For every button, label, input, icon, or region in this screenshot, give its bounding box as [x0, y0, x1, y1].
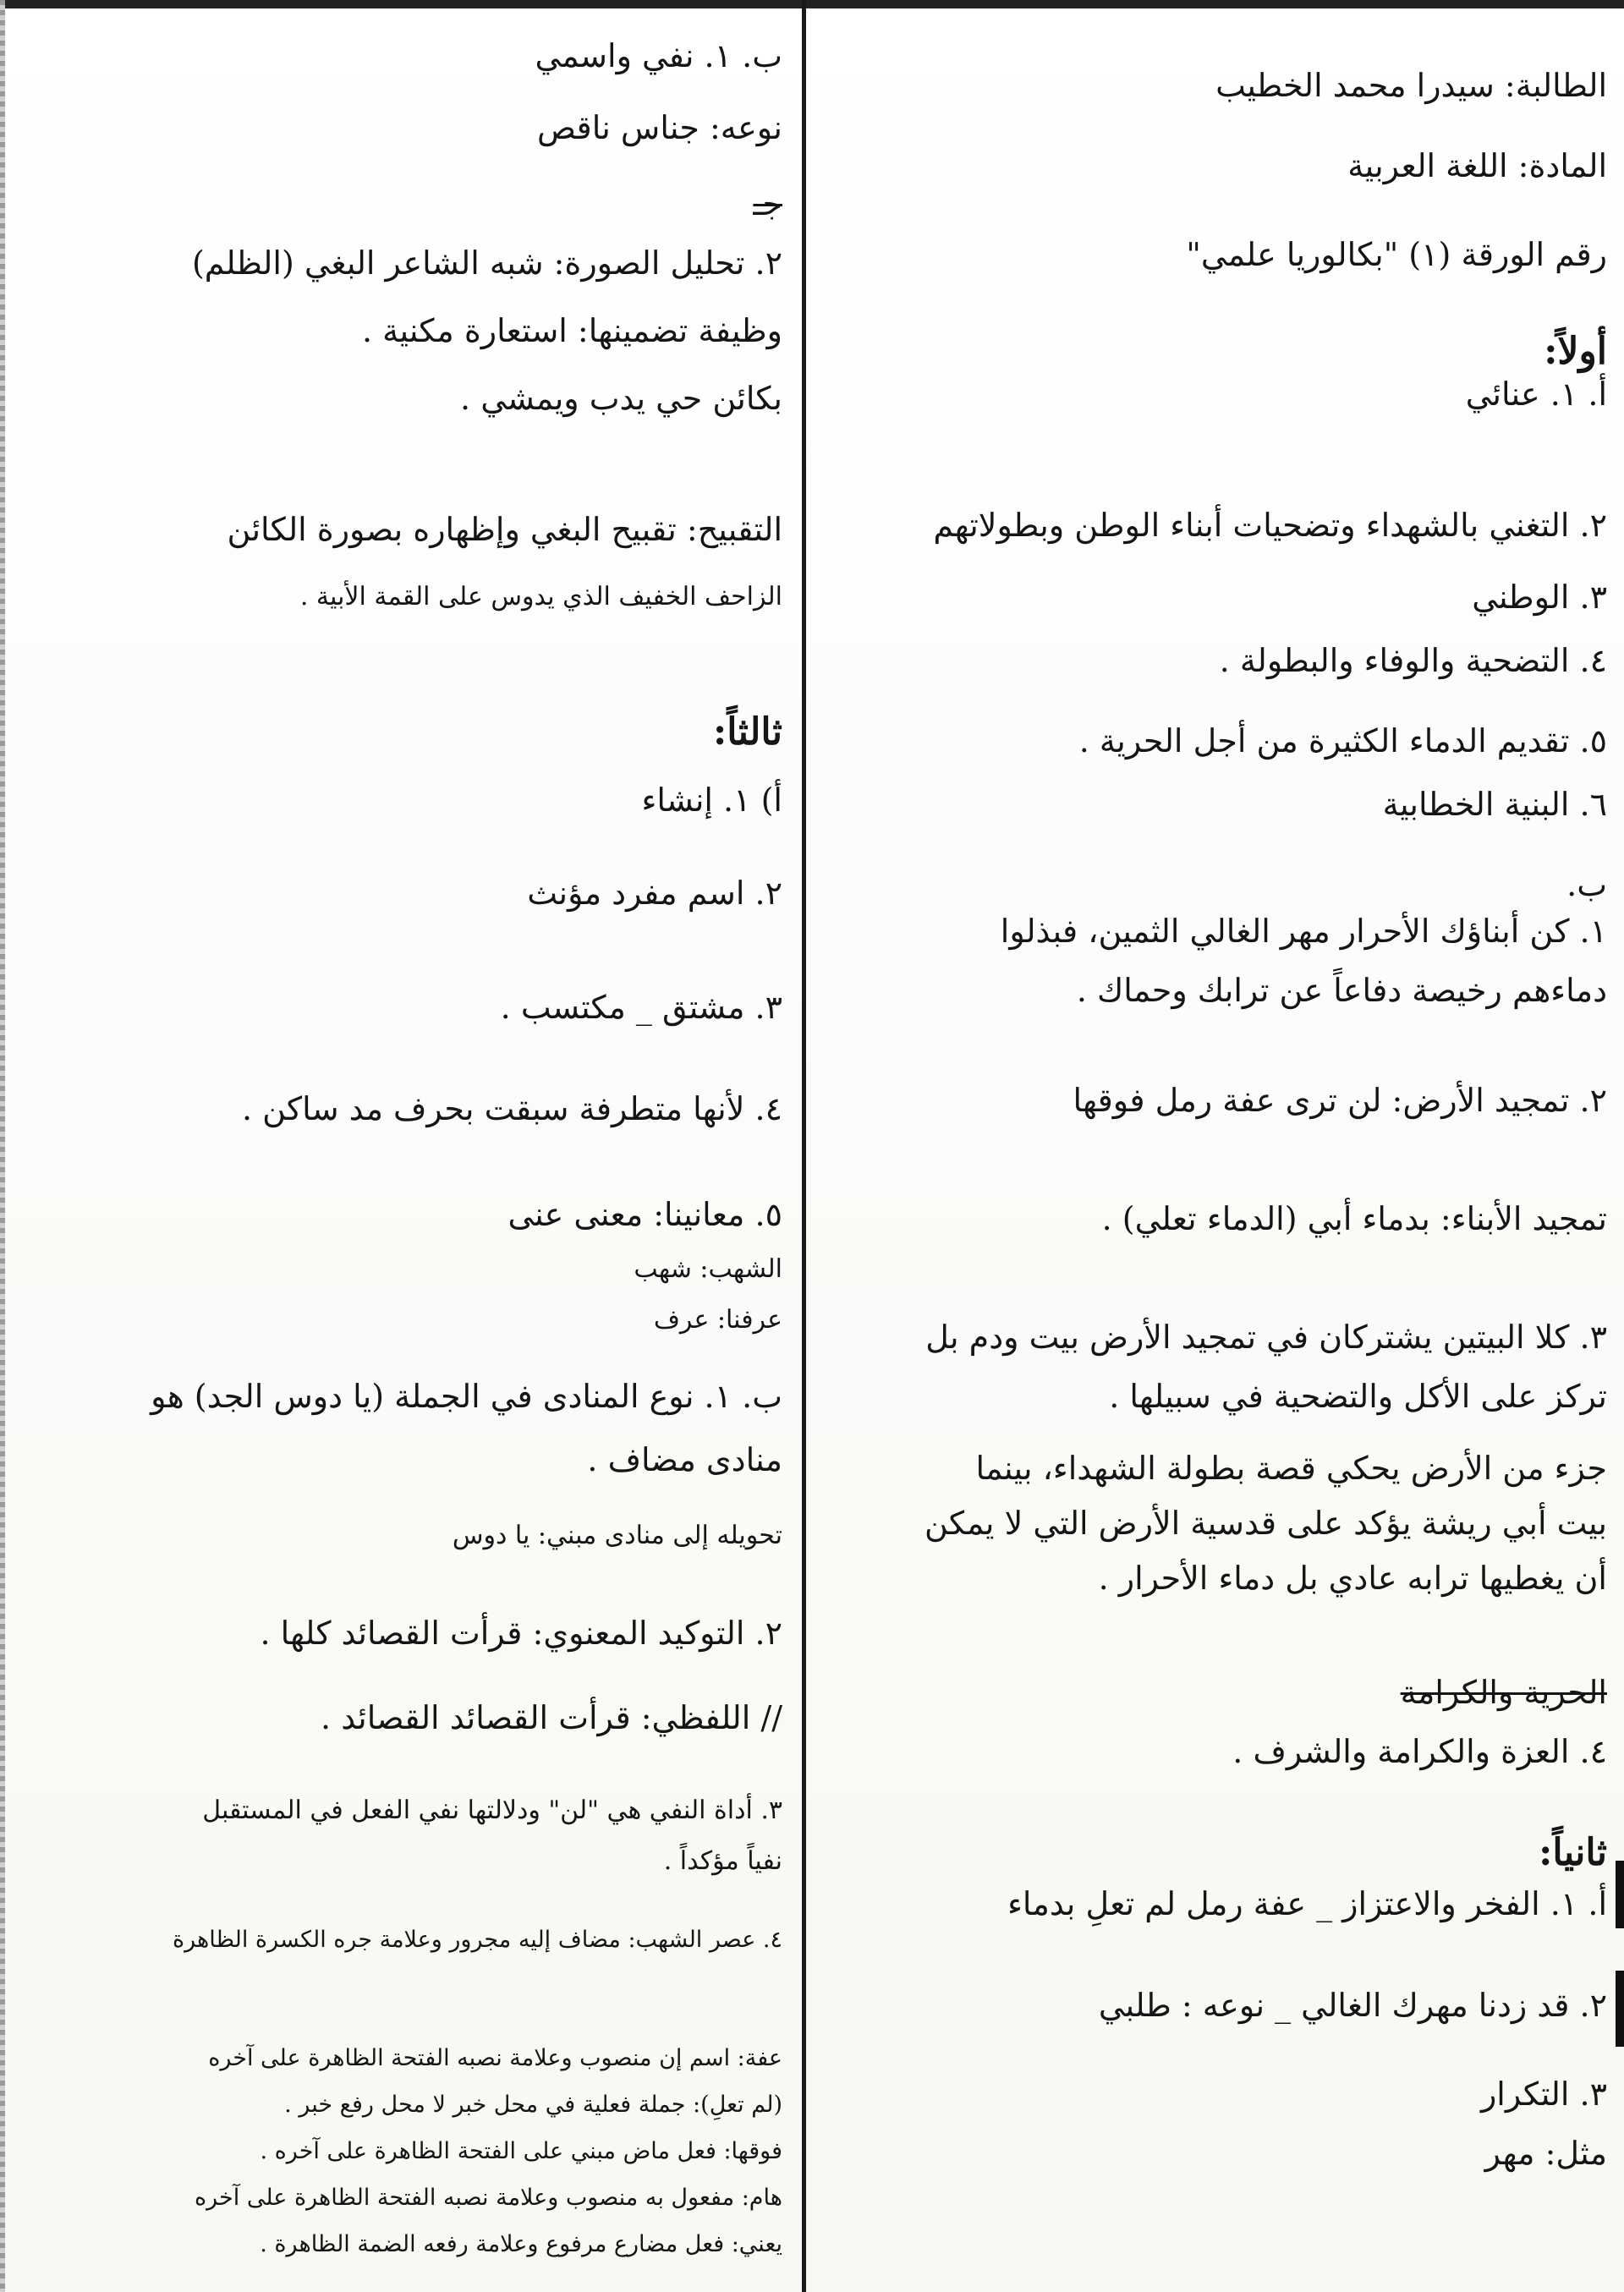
answer-line: ٣. الوطني	[1472, 578, 1607, 616]
answer-line: ٢. تمجيد الأرض: لن ترى عفة رمل فوقها	[1073, 1082, 1607, 1119]
answer-line: منادى مضاف .	[587, 1441, 782, 1478]
answer-line: ٢. تحليل الصورة: شبه الشاعر البغي (الظلم)	[191, 244, 782, 282]
answer-line: عفة: اسم إن منصوب وعلامة نصبه الفتحة الظاهرة على آخره	[208, 2045, 782, 2071]
answer-line: ٣. كلا البيتين يشتركان في تمجيد الأرض بيت ودم بل	[925, 1319, 1607, 1356]
student-name: الطالبة: سيدرا محمد الخطيب	[1215, 67, 1607, 104]
answer-line: ٤. العزة والكرامة والشرف .	[1232, 1733, 1607, 1770]
section-two-title: ثانياً:	[1539, 1831, 1607, 1874]
answer-line: الشهب: شهب	[634, 1254, 782, 1284]
section-b-title: ب.	[1566, 866, 1607, 903]
answer-line: يعني: فعل مضارع مرفوع وعلامة رفعه الضمة الظاهرة .	[260, 2231, 782, 2257]
struck-out-text: الحرية والكرامة	[1400, 1674, 1607, 1711]
answer-line: جزء من الأرض يحكي قصة بطولة الشهداء، بينما	[975, 1450, 1607, 1487]
top-border	[0, 0, 1624, 8]
answer-line: ٤. لأنها متطرفة سبقت بحرف مد ساكن .	[241, 1090, 782, 1127]
column-divider	[802, 0, 806, 2292]
section-three-title: ثالثاً:	[713, 710, 782, 754]
answer-line: أ. ١. عنائي	[1465, 376, 1607, 413]
answer-line: ٥. تقديم الدماء الكثيرة من أجل الحرية .	[1078, 722, 1607, 759]
answer-line: أن يغطيها ترابه عادي بل دماء الأحرار .	[1098, 1560, 1607, 1597]
answer-line: فوقها: فعل ماض مبني على الفتحة الظاهرة على آخره .	[260, 2138, 782, 2164]
answer-line: تركز على الأكل والتضحية في سبيلها .	[1109, 1378, 1607, 1415]
answer-line: أ. ١. الفخر والاعتزاز _ عفة رمل لم تعلِ بدماء	[1007, 1885, 1607, 1922]
answer-line: // اللفظي: قرأت القصائد القصائد .	[321, 1699, 782, 1736]
answer-line: ١. كن أبناؤك الأحرار مهر الغالي الثمين، فبذلوا	[1000, 913, 1607, 950]
answer-line: (لم تعلِ): جملة فعلية في محل خبر لا محل رفع خبر .	[284, 2092, 782, 2118]
answer-line: وظيفة تضمينها: استعارة مكنية .	[361, 312, 782, 349]
answer-line: نفياً مؤكداً .	[663, 1846, 782, 1876]
answer-line: ٥. معانينا: معنى عنى	[508, 1196, 782, 1233]
answer-line: ٣. أداة النفي هي "لن" ودلالتها نفي الفعل في المستقبل	[202, 1796, 782, 1825]
answer-line: هام: مفعول به منصوب وعلامة نصبه الفتحة الظاهرة على آخره	[195, 2185, 782, 2211]
answer-line: ب. ١. نوع المنادى في الجملة (يا دوس الجد) هو	[151, 1378, 782, 1415]
answer-line: ٢. قد زدنا مهرك الغالي _ نوعه : طلبي	[1098, 1987, 1607, 2024]
answer-line: ب. ١. نفي واسمي	[535, 37, 782, 74]
section-one-title: أولاً:	[1544, 330, 1607, 373]
subject-line: المادة: اللغة العربية	[1347, 147, 1607, 184]
answer-line: ٢. اسم مفرد مؤنث	[527, 875, 782, 912]
answer-line: ٦. البنية الخطابية	[1382, 786, 1607, 823]
margin-mark	[1616, 1861, 1624, 1928]
left-column	[0, 17, 799, 2284]
answer-line: بيت أبي ريشة يؤكد على قدسية الأرض التي لا يمكن	[924, 1505, 1607, 1542]
margin-mark	[1616, 1971, 1624, 2047]
answer-line: أ) ١. إنشاء	[641, 781, 782, 819]
paper-number: رقم الورقة (١) "بكالوريا علمي"	[1186, 236, 1607, 273]
answer-line: ٣. التكرار	[1480, 2075, 1607, 2113]
answer-line: مثل: مهر	[1484, 2135, 1607, 2172]
answer-line: ٣. مشتق _ مكتسب .	[500, 989, 782, 1026]
answer-line: عرفنا: عرف	[653, 1305, 782, 1335]
answer-line: ٢. التغني بالشهداء وتضحيات أبناء الوطن وبطولاتهم	[933, 507, 1607, 544]
answer-line: التقبيح: تقبيح البغي وإظهاره بصورة الكائن	[227, 511, 782, 548]
answer-line: نوعه: جناس ناقص	[536, 109, 782, 146]
right-column	[812, 17, 1624, 2284]
answer-line: ٤. التضحية والوفاء والبطولة .	[1219, 642, 1607, 679]
answer-line: الزاحف الخفيف الذي يدوس على القمة الأبية .	[299, 582, 782, 611]
answer-line: بكائن حي يدب ويمشي .	[460, 380, 782, 417]
answer-line: ٤. عصر الشهب: مضاف إليه مجرور وعلامة جره الكسرة الظاهرة	[172, 1927, 782, 1953]
answer-line: تمجيد الأبناء: بدماء أبي (الدماء تعلي) .	[1101, 1200, 1607, 1237]
answer-line: تحويله إلى منادى مبني: يا دوس	[452, 1521, 782, 1550]
answer-line: دماءهم رخيصة دفاعاً عن ترابك وحماك .	[1076, 972, 1607, 1009]
answer-line: ٢. التوكيد المعنوي: قرأت القصائد كلها .	[260, 1615, 782, 1652]
struck-out-text: جـ	[753, 185, 782, 222]
